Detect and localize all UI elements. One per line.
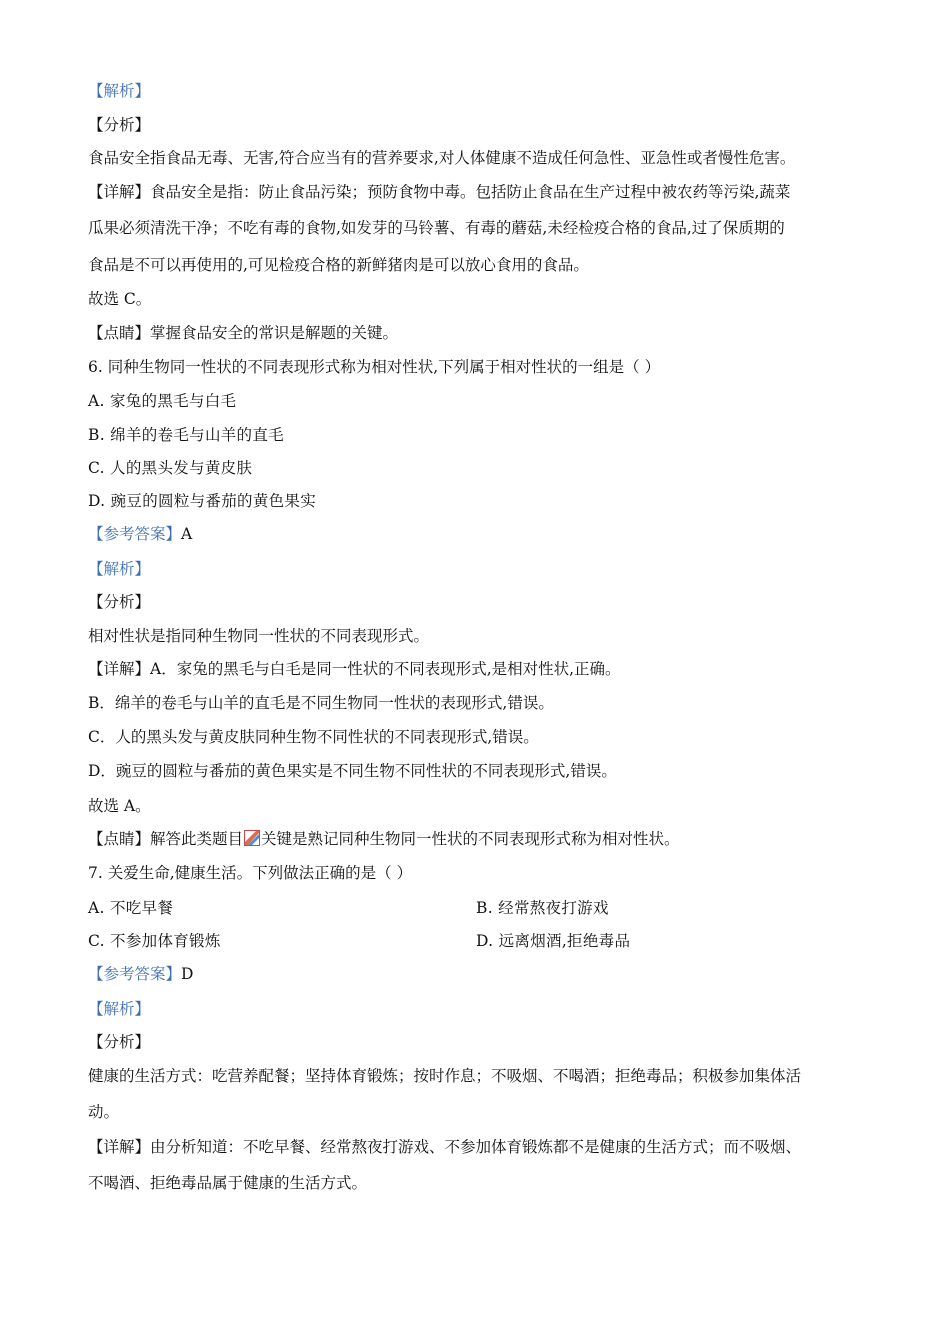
question-6-option-b: B. 绵羊的卷毛与山羊的直毛 [88,426,284,444]
xiangjie-line: D．豌豆的圆粒与番茄的黄色果实是不同生物不同性状的不同表现形式,错误。 [88,762,617,780]
question-7-option-a: A. 不吃早餐 [88,899,174,917]
answer-choice-text: 故选 A。 [88,797,151,815]
question-6-answer [88,524,192,544]
question-6-option-c: C. 人的黑头发与黄皮肤 [88,459,253,477]
fenxi-heading: 【分析】 [88,1033,151,1051]
answer-choice-text: 故选 C。 [88,290,152,308]
xiangjie-line: 瓜果必须清洗干净；不吃有毒的食物,如发芽的马铃薯、有毒的蘑菇,未经检疫合格的食品,过了保质期的 [88,219,785,237]
xiangjie-line: 食品是不可以再使用的,可见检疫合格的新鲜猪肉是可以放心食用的食品。 [88,256,589,274]
xiangjie-line: 【详解】食品安全是指：防止食品污染；预防食物中毒。包括防止食品在生产过程中被农药等污染,蔬菜 [88,183,791,201]
fenxi-text: 健康的生活方式：吃营养配餐；坚持体育锻炼；按时作息；不吸烟、不喝酒；拒绝毒品；积极参加集体活 [88,1067,802,1085]
xiangjie-line: 不喝酒、拒绝毒品属于健康的生活方式。 [88,1174,368,1192]
xiangjie-line: 【详解】A．家兔的黑毛与白毛是同一性状的不同表现形式,是相对性状,正确。 [88,660,621,678]
dianjing-after: 关键是熟记同种生物同一性状的不同表现形式称为相对性状。 [261,830,680,848]
question-6-option-a: A. 家兔的黑毛与白毛 [88,392,237,410]
answer-label: 【参考答案】 [88,525,182,543]
fenxi-heading: 【分析】 [88,593,151,611]
fenxi-text: 相对性状是指同种生物同一性状的不同表现形式。 [88,627,430,645]
jiexi-heading: 【解析】 [88,560,151,578]
xiangjie-line: B．绵羊的卷毛与山羊的直毛是不同生物同一性状的表现形式,错误。 [88,694,554,712]
fenxi-heading: 【分析】 [88,116,151,134]
xiangjie-line: 【详解】由分析知道：不吃早餐、经常熬夜打游戏、不参加体育锻炼都不是健康的生活方式；而不吸烟、 [88,1138,802,1156]
question-7-option-d: D. 远离烟酒,拒绝毒品 [476,932,631,950]
answer-value: D [181,965,194,983]
question-6-option-d: D. 豌豆的圆粒与番茄的黄色果实 [88,492,317,510]
fenxi-text: 动。 [88,1103,120,1121]
answer-label: 【参考答案】 [88,965,182,983]
dianjing-text [88,829,680,849]
dianjing-before: 【点睛】解答此类题目 [88,830,244,848]
dianjing-text: 【点睛】掌握食品安全的常识是解题的关键。 [88,324,399,342]
xiangjie-line: C．人的黑头发与黄皮肤同种生物不同性状的不同表现形式,错误。 [88,728,539,746]
fenxi-text: 食品安全指食品无毒、无害,符合应当有的营养要求,对人体健康不造成任何急性、亚急性或者慢性危害。 [88,149,796,167]
watermark-logo-icon [244,830,260,846]
question-7-answer [88,964,193,984]
question-7-option-c: C. 不参加体育锻炼 [88,932,221,950]
jiexi-heading: 【解析】 [88,82,151,100]
question-6-stem: 6. 同种生物同一性状的不同表现形式称为相对性状,下列属于相对性状的一组是（ ） [88,358,661,376]
question-7-option-b: B. 经常熬夜打游戏 [476,899,609,917]
question-7-stem: 7. 关爱生命,健康生活。下列做法正确的是（ ） [88,864,413,882]
jiexi-heading: 【解析】 [88,1000,151,1018]
answer-value: A [181,525,193,543]
